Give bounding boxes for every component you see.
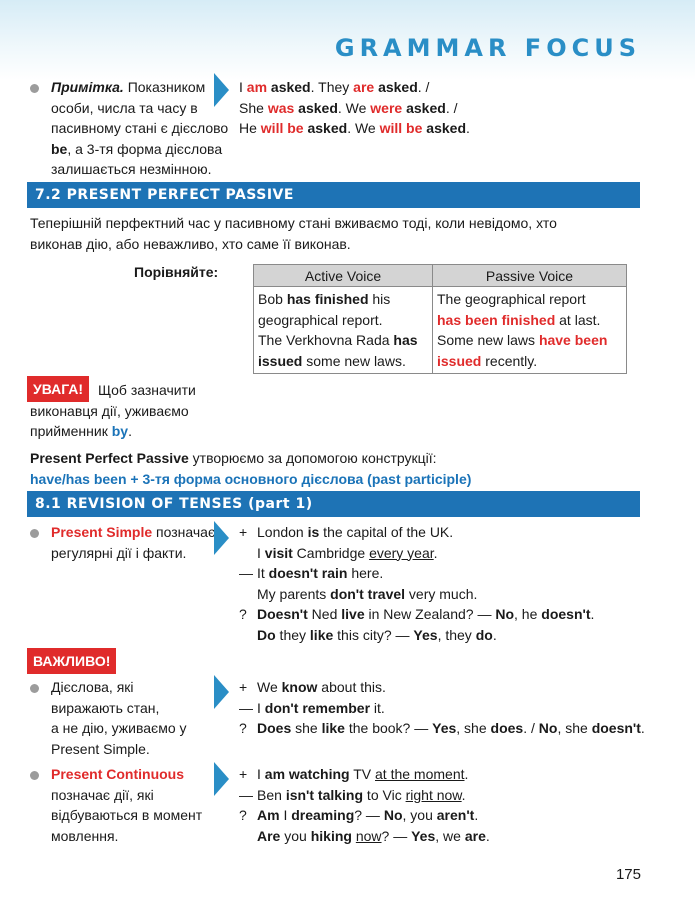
- present-continuous-desc: Present Continuous позначає дії, які відбуваються в момент мовлення.: [51, 766, 203, 844]
- note-text: [51, 77, 229, 180]
- note-line: Показником: [127, 79, 206, 95]
- note-line: , а 3-тя форма дієслова: [67, 140, 223, 157]
- note-keyword: be: [51, 140, 68, 157]
- arrow-right-icon: [214, 675, 229, 709]
- formation-note: Present Perfect Passive утворюємо за допомогою конструкції: have/has been + 3-тя форма основного дієслова (past participle): [30, 448, 471, 489]
- intro-line: виконав дію, або неважливо, хто саме її виконав.: [30, 235, 351, 252]
- stative-examples: + We know about this. — I don't remember it. ? Does she like the book? — Yes, she does. / No, she doesn't.: [239, 679, 645, 736]
- present-simple-desc: Present Simple позначає регулярні дії і факти.: [51, 524, 216, 561]
- section-header-8-1: 8.1 REVISION OF TENSES (part 1): [27, 491, 640, 517]
- page-title: GRAMMAR FOCUS: [334, 34, 641, 62]
- arrow-right-icon: [214, 73, 229, 107]
- active-voice-cell: Bob has finished his geographical report. The Verkhovna Rada has issued some new laws.: [254, 287, 433, 374]
- bullet-icon: [30, 684, 39, 693]
- example-line: She was asked. We were asked. /: [239, 99, 458, 116]
- note-line: залишається незмінною.: [51, 161, 212, 177]
- intro-line: Теперішній перфектний час у пасивному стані вживаємо тоді, коли невідомо, хто: [30, 215, 557, 231]
- page-number: 175: [615, 866, 641, 883]
- bullet-icon: [30, 529, 39, 538]
- example-line: He will be asked. We will be asked.: [239, 120, 470, 136]
- voice-comparison-table: [253, 264, 627, 374]
- arrow-right-icon: [214, 762, 229, 796]
- example-line: I am asked. They are asked. /: [239, 79, 430, 95]
- section-header-7-2: 7.2 PRESENT PERFECT PASSIVE: [27, 182, 640, 208]
- important-badge: ВАЖЛИВО!: [27, 648, 116, 674]
- bullet-icon: [30, 84, 39, 93]
- note-line: особи, числа та часу в: [51, 99, 198, 116]
- column-header-passive: Passive Voice: [433, 265, 627, 287]
- note-label: Примітка.: [51, 79, 124, 95]
- bullet-icon: [30, 771, 39, 780]
- warning-badge: УВАГА!: [27, 376, 89, 402]
- section-intro: [30, 213, 557, 254]
- formation-formula: have/has been + 3-тя форма основного дієслова (past participle): [30, 470, 472, 487]
- arrow-right-icon: [214, 521, 229, 555]
- column-header-active: Active Voice: [254, 265, 433, 287]
- warning-text: Щоб зазначити виконавця дії, уживаємо прийменник by.: [30, 382, 196, 439]
- compare-label: Порівняйте:: [134, 264, 219, 280]
- present-simple-examples: + London is the capital of the UK. I visit Cambridge every year. — It doesn't rain here. My parents don't travel very much. ? Doesn't Ned live in New Zealand? — No, he doesn't. Do they like this city? — Yes, they do.: [239, 524, 595, 643]
- present-continuous-examples: + I am watching TV at the moment. — Ben isn't talking to Vic right now. ? Am I dreaming? — No, you aren't. Are you hiking now? — Yes, we are.: [239, 766, 490, 844]
- note-examples: [239, 77, 470, 139]
- note-line: пасивному стані є дієслово: [51, 120, 229, 136]
- passive-voice-cell: The geographical report has been finished at last. Some new laws have been issued recently.: [433, 287, 627, 374]
- stative-desc: Дієслова, які виражають стан, а не дію, уживаємо у Present Simple.: [51, 679, 187, 757]
